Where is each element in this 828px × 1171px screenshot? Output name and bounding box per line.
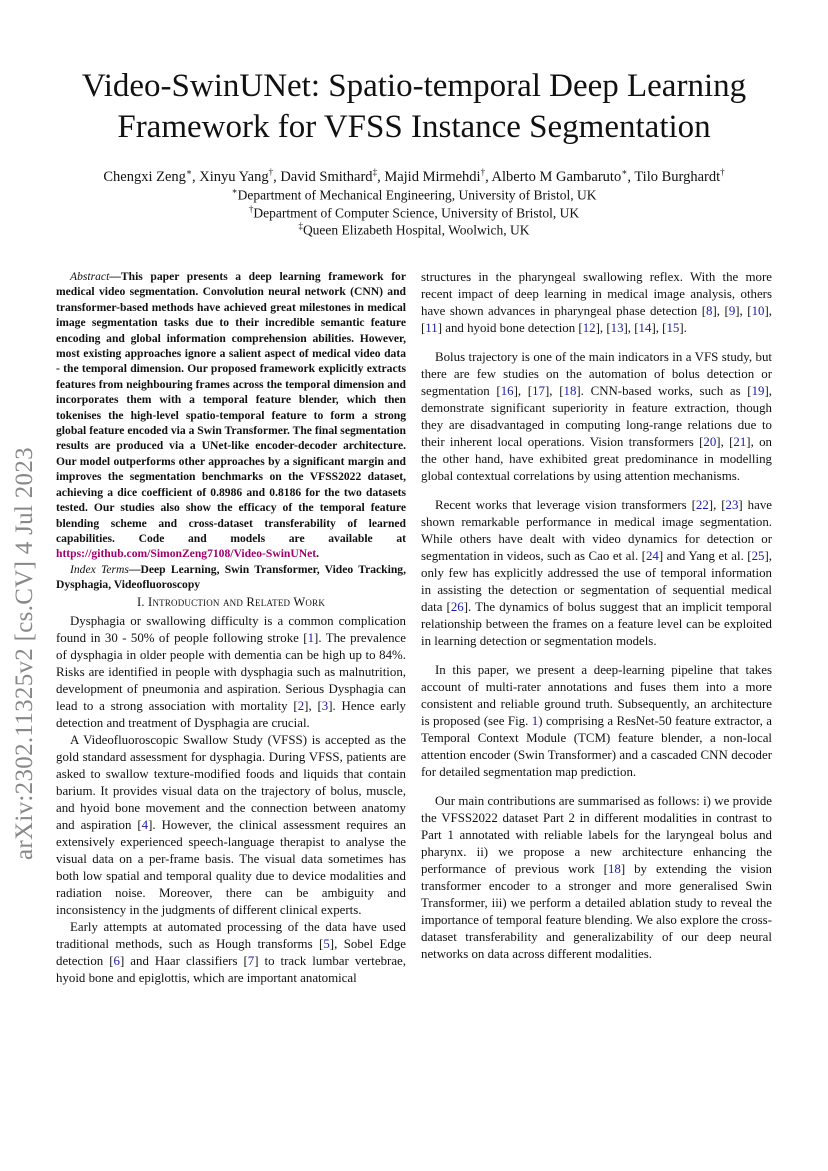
affiliation-mark: † [248, 204, 254, 214]
citation-link[interactable]: 11 [425, 321, 438, 335]
abstract-text: —This paper presents a deep learning framework for medical video segmentation. Convolution neural network (CNN) and transformer-based methods have achieved great milestones in medical image segmentation tasks due to their incredible semantic feature encoding and global information comprehension abilities. However, most existing approaches ignore a salient aspect of medical video data - the temporal dimension. Our proposed framework explicitly extracts features from neighbouring frames across the temporal dimension and incorporates them with a temporal feature blender, which then tokenises the high-level spatio-temporal feature to form a strong global feature encoded via a Swin Transformer. The final segmentation results are produced via a UNet-like encoder-decoder architecture. Our model outperforms other approaches by a significant margin and improves the segmentation benchmarks on the VFSS2022 dataset, achieving a dice coefficient of 0.8986 and 0.8186 for the two datasets tested. Our studies also show the efficacy of the temporal feature blending scheme and cross-dataset transferability of learned capabilities. Code and models are available at [56, 270, 406, 545]
affiliation-mark: ‡ [298, 221, 303, 231]
citation-link[interactable]: 8 [706, 304, 713, 318]
author-name: David Smithard [280, 168, 373, 185]
affiliation-text: Queen Elizabeth Hospital, Woolwich, UK [302, 222, 530, 238]
body-paragraph: Our main contributions are summarised as follows: i) we provide the VFSS2022 dataset Part 2 in different modalities in contrast to Part 1 annotated with reliable labels for the laryngeal bolus and pharynx. ii) we propose a new architecture enhancing the performance of previous work [18] by extending the vision transformer encoder to a stronger and more generalised Swin Transformer, iii) we perform a detailed ablation study to reveal the importance of temporal feature blending. We also explore the cross-dataset transferability and generalizability of our deep neural networks on data across different modalities. [421, 794, 772, 961]
abstract-end: . [316, 547, 320, 561]
abstract-label: Abstract [70, 270, 110, 283]
author-affiliation-mark: ∗ [621, 167, 628, 177]
citation-link[interactable]: 23 [725, 498, 739, 512]
author-name: Tilo Burghardt [634, 168, 721, 185]
citation-link[interactable]: 10 [751, 304, 765, 318]
author-affiliation-mark: † [480, 167, 486, 177]
author-list: Chengxi Zeng∗, Xinyu Yang†, David Smithard‡, Majid Mirmehdi†, Alberto M Gambaruto∗, Tilo Burghardt† [103, 167, 725, 185]
citation-link[interactable]: 18 [563, 384, 577, 398]
body-paragraph: A Videofluoroscopic Swallow Study (VFSS) is accepted as the gold standard assessment for dysphagia. During VFSS, patients are asked to swallow texture-modified foods and liquids that contain barium. It provides visual data on the trajectory of bolus, muscle, and hyoid bone movement and the connection between anatomy and aspiration [4]. However, the clinical assessment requires an extensively experienced speech-language therapist to analyse the visual data on a per-frame basis. The visual data sometimes has both low spatial and temporal quality due to device modalities and radiation noise. Moreover, there can be ambiguity and inconsistency in the judgments of different clinical experts. [56, 732, 406, 917]
citation-link[interactable]: 14 [638, 321, 652, 335]
citation-link[interactable]: 17 [532, 384, 545, 398]
citation-link[interactable]: 5 [323, 936, 330, 951]
affiliation-text: Department of Computer Science, University of Bristol, UK [253, 205, 580, 221]
citation-link[interactable]: 12 [582, 321, 596, 335]
abstract [56, 269, 406, 562]
body-paragraph: In this paper, we present a deep-learning pipeline that takes account of multi-rater annotations and fuses them into a more consistent and reliable ground truth. Subsequently, an architecture is proposed (see Fig. 1) comprising a ResNet-50 feature extractor, a Temporal Context Module (TCM) feature blender, a non-local attention encoder (Swin Transformer) and a cascaded CNN decoder for detailed segmentation map prediction. [421, 663, 772, 779]
citation-link[interactable]: 2 [297, 698, 305, 713]
citation-link[interactable]: 22 [695, 498, 709, 512]
citation-link[interactable]: 13 [610, 321, 624, 335]
citation-link[interactable]: 6 [113, 953, 120, 968]
citation-link[interactable]: 7 [247, 953, 255, 968]
paper-title [40, 66, 788, 148]
affiliation-computer-science [40, 204, 788, 222]
affiliation-mark: ∗ [231, 186, 238, 196]
citation-link[interactable]: 24 [645, 549, 659, 563]
code-link[interactable]: https://github.com/SimonZeng7108/Video-SwinUNet [56, 547, 317, 561]
citation-link[interactable]: 21 [733, 435, 747, 449]
author-name: Alberto M Gambaruto [491, 168, 622, 185]
author-name: Xinyu Yang [199, 168, 269, 185]
body-paragraph: Recent works that leverage vision transformers [22], [23] have shown remarkable performance in medical image segmentation. While others have dealt with video dynamics for detection or segmentation in videos, such as Cao et al. [24] and Yang et al. [25], only few has explicitly addressed the use of temporal information in assisting the detection or segmentation of sequential medical data [26]. The dynamics of bolus suggest that an implicit temporal relationship between the frames on a feature level can be exploited in learning detection or segmentation models. [421, 498, 773, 648]
index-terms-label: Index Terms [70, 562, 129, 576]
affiliation-mechanical [40, 186, 788, 204]
citation-link[interactable]: 15 [666, 321, 680, 335]
body-paragraph: Early attempts at automated processing of the data have used traditional methods, such as Hough transforms [5], Sobel Edge detection [6] and Haar classifiers [7] to track lumbar vertebrae, hyoid bone and epiglottis, which are important anatomical [56, 919, 406, 985]
index-terms [56, 562, 406, 593]
citation-link[interactable]: 9 [728, 304, 736, 318]
author-name: Majid Mirmehdi [384, 168, 481, 185]
author-affiliation-mark: ∗ [185, 167, 193, 177]
citation-link[interactable]: 4 [141, 817, 149, 832]
author-affiliation-mark: † [268, 167, 274, 177]
left-body [56, 613, 406, 987]
body-paragraph: Dysphagia or swallowing difficulty is a common complication found in 30 - 50% of people following stroke [1]. The prevalence of dysphagia in older people with dementia can be high up to 84%. Risks are identified in people with dysphagia such as malnutrition, development of pneumonia and aspiration. Serious Dysphagia can lead to a strong association with mortality [2], [3]. Hence early detection and treatment of Dysphagia are crucial. [56, 613, 407, 730]
citation-link[interactable]: 26 [450, 600, 464, 614]
citation-link[interactable]: 1 [531, 714, 539, 728]
index-terms-text: —Deep Learning, Swin Transformer, Video Tracking, Dysphagia, Videofluoroscopy [56, 562, 406, 592]
author-affiliation-mark: ‡ [372, 167, 378, 177]
citation-link[interactable]: 1 [307, 630, 315, 645]
citation-link[interactable]: 18 [607, 862, 621, 876]
title-line: Video-SwinUNet: Spatio-temporal Deep Learning [81, 68, 747, 104]
author-affiliation-mark: † [720, 167, 725, 177]
right-column [421, 269, 772, 975]
citation-link[interactable]: 19 [751, 384, 765, 398]
section-heading: I. Introduction and Related Work [136, 594, 326, 609]
arxiv-identifier: arXiv:2302.11325v2 [cs.CV] 4 Jul 2023 [11, 447, 38, 860]
affiliation-hospital [40, 221, 788, 239]
citation-link[interactable]: 3 [321, 698, 329, 713]
left-column [56, 269, 406, 987]
citation-link[interactable]: 20 [703, 435, 717, 449]
citation-link[interactable]: 16 [500, 384, 514, 398]
author-name: Chengxi Zeng [103, 168, 186, 185]
affiliation-text: Department of Mechanical Engineering, University of Bristol, UK [237, 187, 597, 203]
citation-link[interactable]: 25 [751, 549, 765, 563]
title-line: Framework for VFSS Instance Segmentation [117, 109, 711, 145]
body-paragraph: Bolus trajectory is one of the main indicators in a VFS study, but there are few studies on the automation of bolus detection or segmentation [16], [17], [18]. CNN-based works, such as [19], demonstrate significant superiority in feature extraction, though they are disadvantaged in computing long-range relations due to their inherent local operations. Vision transformers [20], [21], on the other hand, have exhibited great predominance in modelling global contextual correlations by using attention mechanisms. [421, 350, 772, 483]
body-paragraph: structures in the pharyngeal swallowing reflex. With the more recent impact of deep learning in medical image analysis, others have shown advances in pharyngeal phase detection [8], [9], [10], [11] and hyoid bone detection [12], [13], [14], [15]. [421, 270, 772, 335]
